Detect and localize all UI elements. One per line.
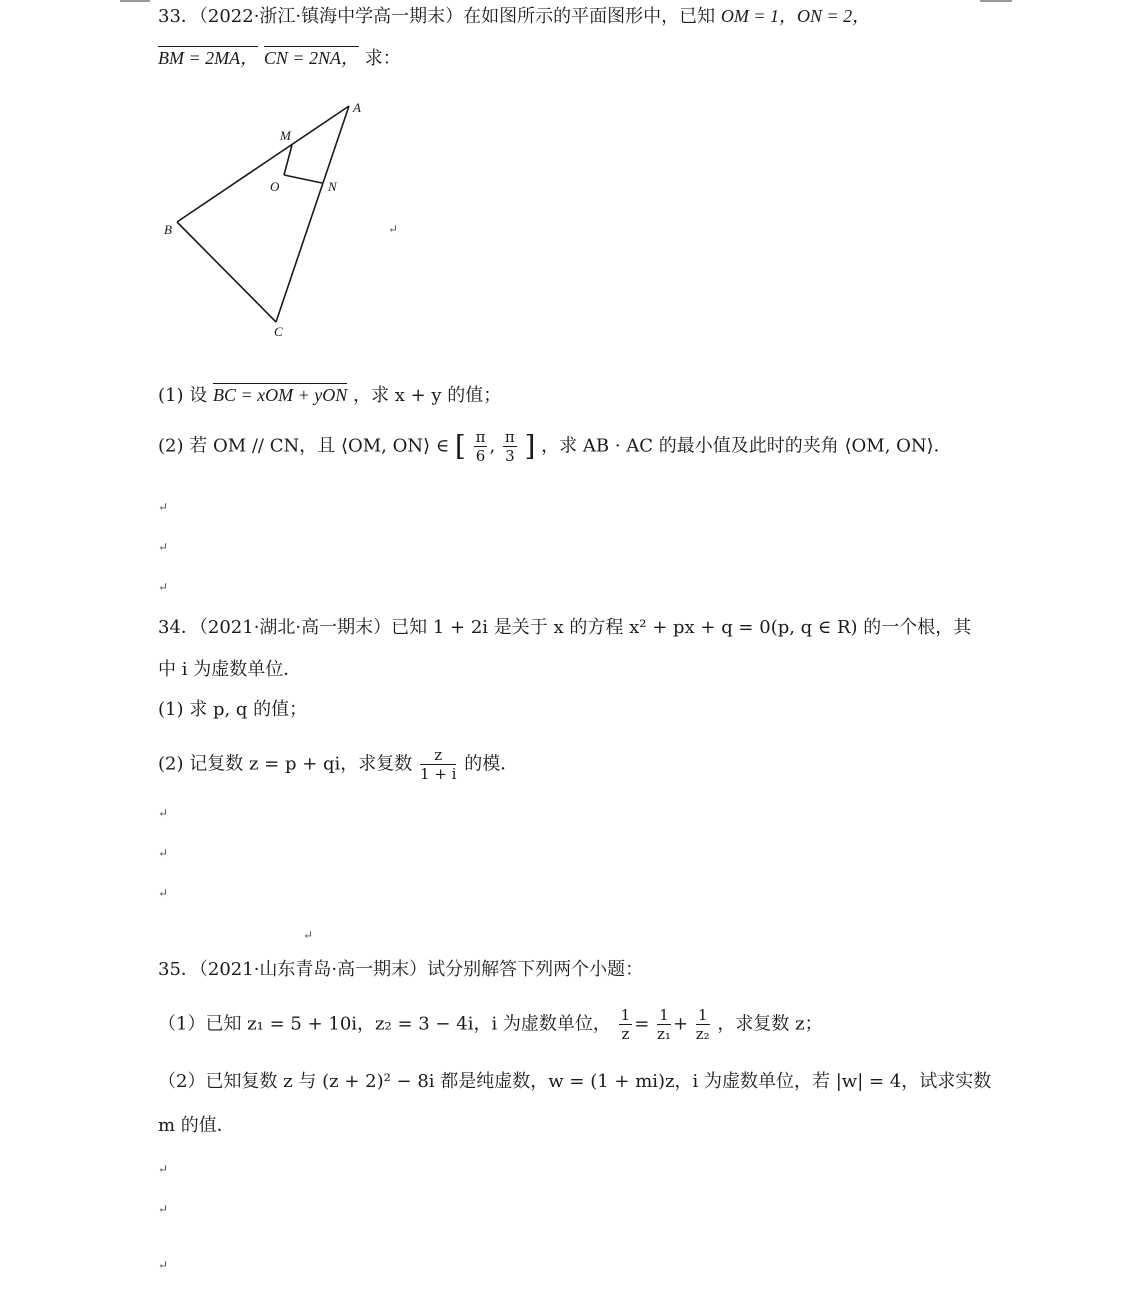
q33-condition-lengths: OM = 1，ON = 2， xyxy=(720,6,871,26)
q34-part2-ask: 的模． xyxy=(464,753,519,775)
q33-part1 xyxy=(158,383,501,408)
q35-part2-cont xyxy=(158,1114,235,1138)
q35-part2-text: （2）已知复数 z 与 (z + 2)² − 8i 都是纯虚数，w = (1 + mi)z，i 为虚数单位，若 |w| = 4，试求实数 xyxy=(158,1071,992,1092)
fraction-denominator: 6 xyxy=(475,447,486,465)
q33-condition-ask: 求： xyxy=(364,48,401,69)
fraction-numerator: π xyxy=(475,428,486,446)
paragraph-mark: ↵ xyxy=(158,1202,169,1216)
fraction-1-over-z xyxy=(619,1006,633,1043)
fraction-denominator: z₁ xyxy=(657,1025,671,1043)
paragraph-mark: ↵ xyxy=(158,886,169,900)
label-b: B xyxy=(164,222,172,237)
top-rule-left xyxy=(120,0,150,2)
fraction-pi-6 xyxy=(474,428,488,465)
paragraph-mark: ↵ xyxy=(388,222,399,236)
q35-part1: （1）已知 z₁ = 5 + 10i，z₂ = 3 − 4i，i 为虚数单位， $\frac{1}{z}$ = $\frac{1}{\text{z₁}}$ + $\frac{1}{\text{z₂}}$ ，求复数 z； xyxy=(158,1006,823,1043)
q33-header-text: 33．（2022·浙江·镇海中学高一期末）在如图所示的平面图形中，已知 xyxy=(158,6,716,27)
label-n: N xyxy=(328,179,337,194)
q34-part1-text: (1) 求 p, q 的值； xyxy=(158,699,308,720)
q35-header-text: 35．（2021·山东青岛·高一期末）试分别解答下列两个小题： xyxy=(158,959,644,980)
q35-header xyxy=(158,958,643,982)
q33-part1-equation: BC = xOM + yON xyxy=(212,385,348,405)
right-bracket: ] xyxy=(524,429,536,463)
top-rule-right xyxy=(980,0,1012,2)
fraction-numerator: 1 xyxy=(657,1006,671,1025)
q33-part1-ask: ，求 x + y 的值； xyxy=(352,385,502,406)
fraction-1-over-z2 xyxy=(696,1006,710,1043)
fraction-pi-3 xyxy=(503,428,517,465)
fraction-denominator: z₂ xyxy=(695,1025,710,1043)
q33-figure xyxy=(150,95,390,345)
q34-part1 xyxy=(158,698,307,722)
fraction-numerator: z xyxy=(420,746,456,765)
q33-conditions xyxy=(158,46,401,71)
q33-part2: (2) 若 OM // CN，且 ⟨OM, ON⟩ ∈ [ $\frac{\pi}{6}$ , $\frac{\pi}{3}$ ] ，求 AB · AC 的最小值及此时的夹角 ⟨OM, ON⟩． xyxy=(158,428,952,465)
q33-part2-ask: ，求 AB · AC 的最小值及此时的夹角 ⟨OM, ON⟩． xyxy=(541,435,952,457)
q34-header xyxy=(158,616,971,640)
fraction-numerator: 1 xyxy=(696,1006,710,1025)
fraction-z-over-1-plus-i xyxy=(420,746,456,783)
paragraph-mark: ↵ xyxy=(158,806,169,820)
paragraph-mark: ↵ xyxy=(158,1162,169,1176)
q34-header-text-2: 中 i 为虚数单位． xyxy=(158,659,302,680)
q35-part2-text-2: m 的值． xyxy=(158,1115,235,1136)
label-o: O xyxy=(270,179,280,194)
q35-part1-text: （1）已知 z₁ = 5 + 10i，z₂ = 3 − 4i，i 为虚数单位， xyxy=(158,1013,611,1035)
segment-bc xyxy=(177,222,276,322)
q35-part2 xyxy=(158,1070,991,1094)
fraction-denominator: 1 + i xyxy=(420,765,457,783)
paragraph-mark: ↵ xyxy=(158,846,169,860)
paragraph-mark: ↵ xyxy=(303,928,314,942)
q33-condition-cn: CN = 2NA， xyxy=(263,48,360,68)
paragraph-mark: ↵ xyxy=(158,500,169,514)
q34-header-text: 34．（2021·湖北·高一期末）已知 1 + 2i 是关于 x 的方程 x² + px + q = 0(p, q ∈ R) 的一个根，其 xyxy=(158,617,972,638)
q34-part2-text: (2) 记复数 z = p + qi，求复数 xyxy=(158,753,413,775)
segment-on xyxy=(284,175,322,183)
q34-part2 xyxy=(158,746,518,783)
label-a: A xyxy=(353,100,361,115)
fraction-1-over-z1 xyxy=(657,1006,671,1043)
q33-condition-bm: BM = 2MA， xyxy=(158,48,259,68)
q33-part2-condition: (2) 若 OM // CN，且 ⟨OM, ON⟩ ∈ xyxy=(158,435,450,457)
left-bracket: [ xyxy=(454,429,466,463)
fraction-numerator: 1 xyxy=(620,1006,631,1024)
label-c: C xyxy=(274,324,283,339)
fraction-denominator: 3 xyxy=(505,447,515,465)
q33-header xyxy=(158,4,870,29)
q35-part1-ask: ，求复数 z； xyxy=(717,1013,823,1035)
label-m: M xyxy=(280,128,291,143)
segment-ab xyxy=(177,106,349,222)
paragraph-mark: ↵ xyxy=(158,540,169,554)
q33-part1-label: (1) 设 xyxy=(158,385,213,406)
paragraph-mark: ↵ xyxy=(158,1258,169,1272)
fraction-denominator: z xyxy=(621,1025,630,1043)
fraction-numerator: π xyxy=(504,428,515,446)
paragraph-mark: ↵ xyxy=(158,580,169,594)
q34-header-cont xyxy=(158,658,301,682)
